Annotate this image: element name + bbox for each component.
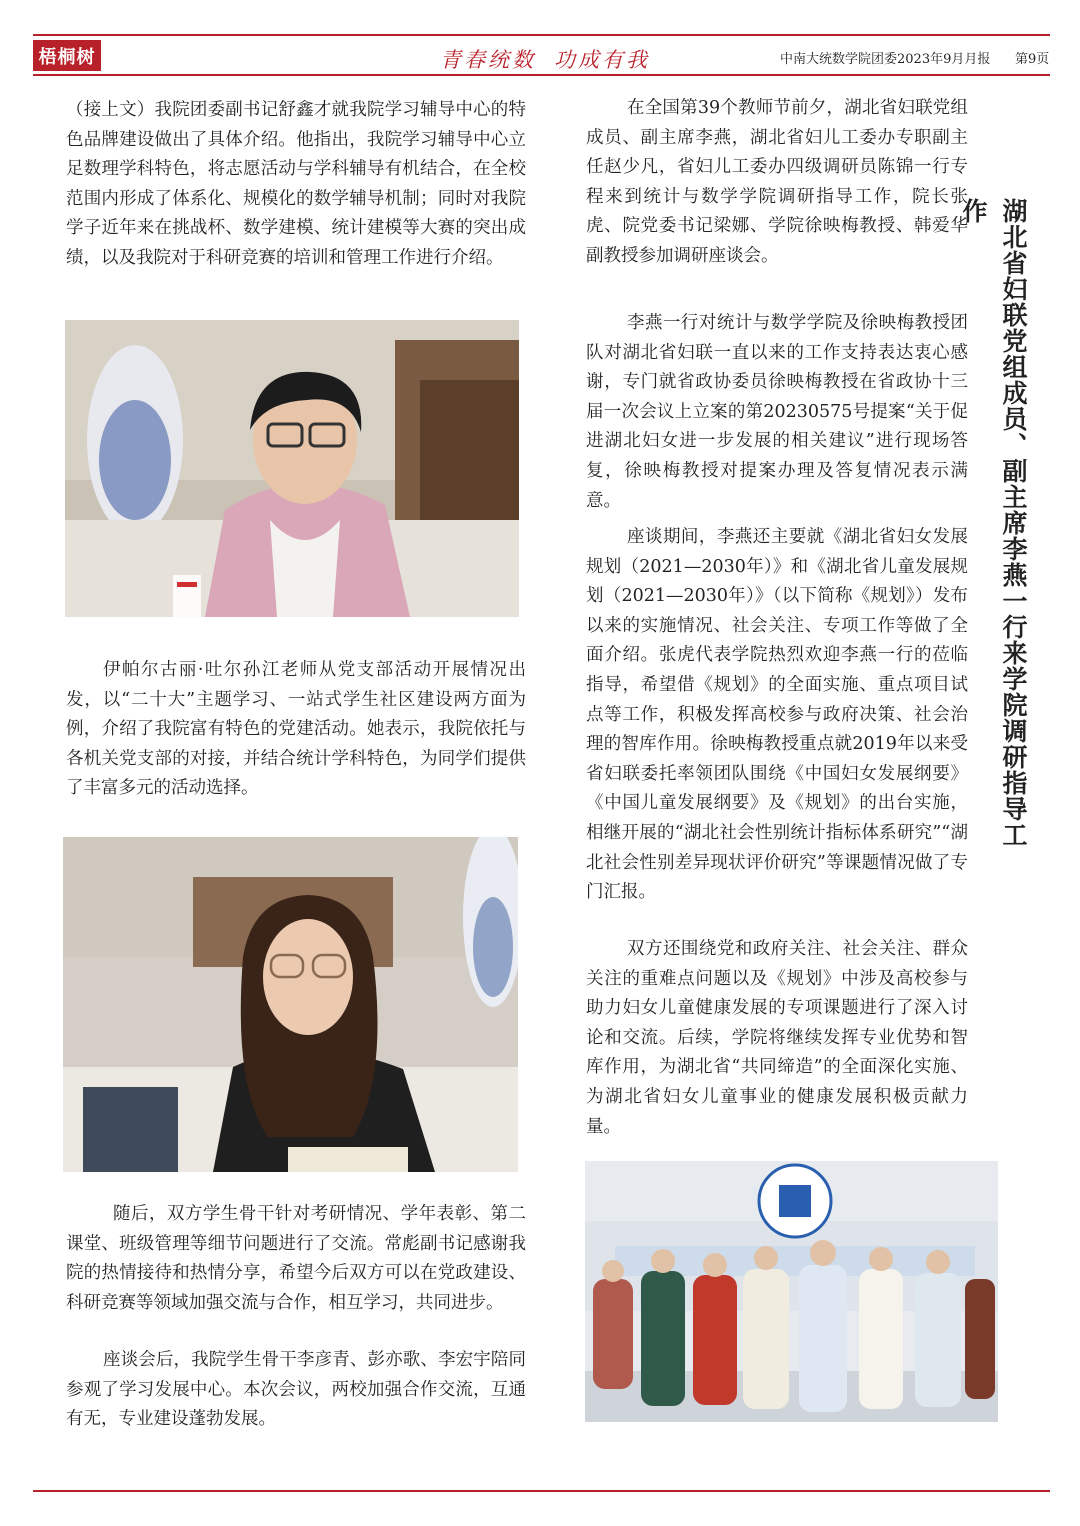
header-top-rule [33,34,1050,36]
article-title-vertical: 湖北省妇联党组成员、副主席李燕一行来学院调研指导工作 [959,198,1028,848]
right-paragraph-1: 在全国第39个教师节前夕，湖北省妇联党组成员、副主席李燕，湖北省妇儿工委办专职副主任赵少凡，省妇儿工委办四级调研员陈锦一行专程来到统计与数学学院调研指导工作，院长张虎、院党委书记梁娜、学院徐映梅教授、韩爱华副教授参加调研座谈会。 [586,98,968,266]
right-paragraph-3: 座谈期间，李燕还主要就《湖北省妇女发展规划（2021—2030年）》和《湖北省儿童发展规划（2021—2030年）》（以下简称《规划》）发布以来的实施情况、社会关注、专项工作等做了全面介绍。张虎代表学院热烈欢迎李燕一行的莅临指导，希望借《规划》的全面实施、重点项目试点等工作，积极发挥高校参与政府决策、社会治理的智库作用。徐映梅教授重点就2019年以来受省妇联委托率领团队围绕《中国妇女发展纲要》《中国儿童发展纲要》及《规划》的出台实施，相继开展的“湖北社会性别统计指标体系研究”“湖北社会性别差异现状评价研究”等课题情况做了专门汇报。 [586,527,968,903]
newspaper-logo: 梧桐树 [33,40,101,71]
footer-rule [33,1490,1050,1492]
left-paragraph-4: 座谈会后，我院学生骨干李彦青、彭亦歌、李宏宇陪同参观了学习发展中心。本次会议，两校加强合作交流，互通有无，专业建设蓬勃发展。 [66,1350,526,1430]
right-paragraph-2: 李燕一行对统计与数学学院及徐映梅教授团队对湖北省妇联一直以来的工作支持表达衷心感谢，专门就省政协委员徐映梅教授在省政协十三届一次会议上立案的第20230575号提案“关于促进湖北妇女进一步发展的相关建议”进行现场答复，徐映梅教授对提案办理及答复情况表示满意。 [586,313,968,511]
left-paragraph-2: 伊帕尔古丽·吐尔孙江老师从党支部活动开展情况出发，以“二十大”主题学习、一站式学生社区建设两方面为例，介绍了我院富有特色的党建活动。她表示，我院依托与各机关党支部的对接，并结合统计学科特色，为同学们提供了丰富多元的活动选择。 [66,660,526,799]
photo-female-speaker [63,837,518,1172]
issue-label: 中南大统数学院团委2023年9月月报 [780,52,991,67]
left-paragraph-3: 随后，双方学生骨干针对考研情况、学年表彰、第二课堂、班级管理等细节问题进行了交流。常彪副书记感谢我院的热情接待和热情分享，希望今后双方可以在党政建设、科研竞赛等领域加强交流与合作，相互学习，共同进步。 [66,1204,526,1313]
page-number: 第9页 [1015,52,1050,67]
photo-male-speaker [65,320,519,617]
header-bottom-rule [33,74,1050,76]
photo-group-visit [585,1161,998,1422]
slogan-part-1: 青春统数 [440,48,536,72]
header-slogan [440,44,650,74]
slogan-part-2: 功成有我 [554,48,650,72]
left-paragraph-1: （接上文）我院团委副书记舒鑫才就我院学习辅导中心的特色品牌建设做出了具体介绍。他指出，我院学习辅导中心立足数理学科特色，将志愿活动与学科辅导有机结合，在全校范围内形成了体系化、规模化的数学辅导机制；同时对我院学子近年来在挑战杯、数学建模、统计建模等大赛的突出成绩，以及我院对于科研竞赛的培训和管理工作进行介绍。 [66,100,526,268]
right-paragraph-4: 双方还围绕党和政府关注、社会关注、群众关注的重难点问题以及《规划》中涉及高校参与助力妇女儿童健康发展的专项课题进行了深入讨论和交流。后续，学院将继续发挥专业优势和智库作用，为湖北省“共同缔造”的全面深化实施、为湖北省妇女儿童事业的健康发展积极贡献力量。 [586,939,968,1137]
